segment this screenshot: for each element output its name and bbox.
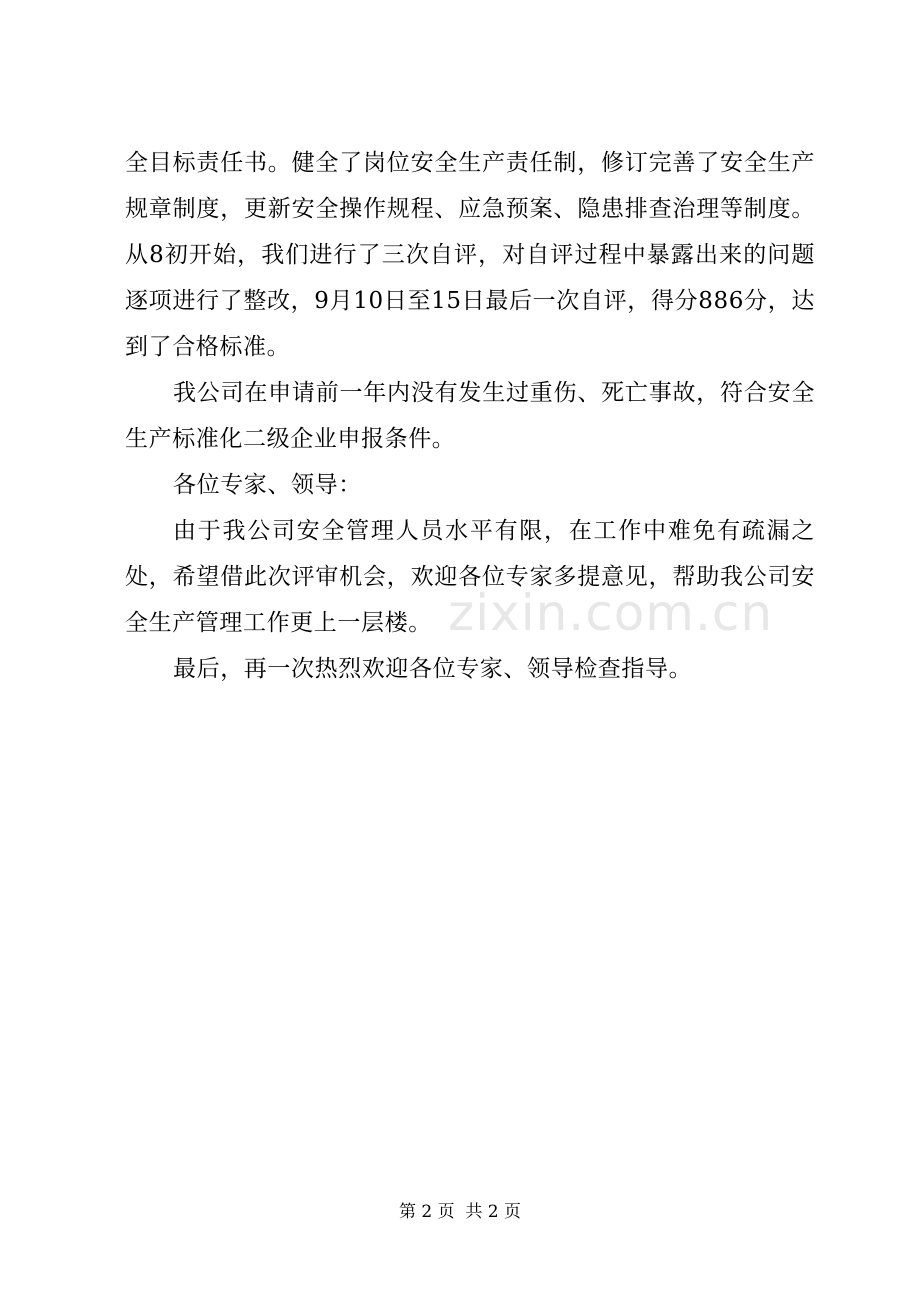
- paragraph-continuation: 全目标责任书。健全了岗位安全生产责任制，修订完善了安全生产规章制度，更新安全操作规程、应急预案、隐患排查治理等制度。从8初开始，我们进行了三次自评，对自评过程中暴露出来的问题逐项进行了整改，9月10日至15日最后一次自评，得分886分，达到了合格标准。: [125, 150, 815, 360]
- paragraph-salutation: 各位专家、领导：: [173, 472, 362, 498]
- page-footer: 第 2 页 共 2 页: [398, 1202, 522, 1222]
- document-body: [125, 140, 815, 692]
- watermark: zixin.com.cn: [448, 584, 774, 642]
- paragraph-closing: 最后，再一次热烈欢迎各位专家、领导检查指导。: [173, 656, 693, 682]
- paragraph-accident-record: 我公司在申请前一年内没有发生过重伤、死亡事故，符合安全生产标准化二级企业申报条件。: [125, 380, 815, 452]
- paragraph-request: 由于我公司安全管理人员水平有限，在工作中难免有疏漏之处，希望借此次评审机会，欢迎各位专家多提意见，帮助我公司安全生产管理工作更上一层楼。: [125, 518, 815, 636]
